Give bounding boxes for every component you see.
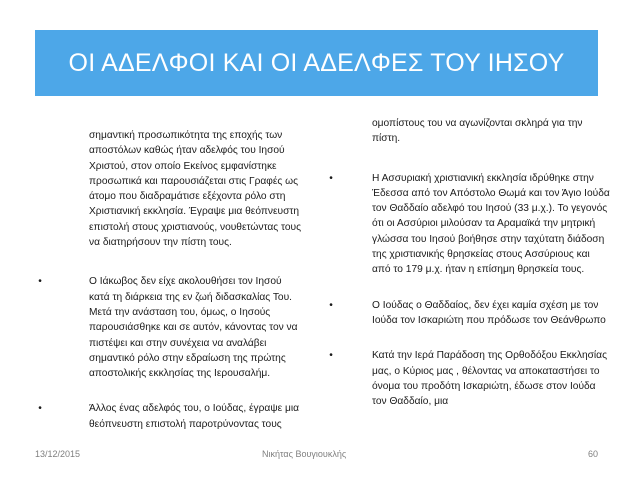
paragraph-text: Άλλος ένας αδελφός του, ο Ιούδας, έγραψε μια θεόπνευστη επιστολή παροτρύνοντας τους — [89, 403, 299, 430]
paragraph — [35, 401, 305, 432]
paragraph-text: Ο Ιούδας ο Θαδδαίος, δεν έχει καμία σχέση με τον Ιούδα τον Ισκαριώτη που πρόδωσε τον Θεάνθρωπο — [372, 299, 606, 326]
bullet: • — [329, 299, 333, 311]
paragraph-text: Ο Ιάκωβος δεν είχε ακολουθήσει τον Ιησού κατά τη διάρκεια της εν ζωή διδασκαλίας Του. Μετά την ανάσταση του, όμως, ο Ιησούς παρουσιάσθηκε και σε αυτόν, κάνοντας τον να πιστέψει και στην συνέχεια να αναλάβει σημαντικό ρόλο στην εδραίωση της πρώτης αποστολικής εκκλησίας της Ιερουσαλήμ. — [89, 276, 298, 380]
paragraph — [35, 128, 305, 250]
paragraph — [326, 348, 610, 409]
paragraph — [326, 171, 610, 278]
footer-date: 13/12/2015 — [35, 449, 81, 459]
left-column — [35, 128, 305, 452]
right-column — [326, 116, 610, 429]
bullet: • — [38, 276, 42, 288]
bullet: • — [38, 403, 42, 415]
paragraph-text: σημαντική προσωπικότητα της εποχής των αποστόλων καθώς ήταν αδελφός του Ιησού Χριστού, στον οποίο Εκείνος εμφανίστηκε προσωπικά και παρουσιάζεται στις Γραφές ως άτομο που διαδραμάτισε εξέχοντα ρόλο στη Χριστιανική εκκλησία. Έγραψε μια θεόπνευστη επιστολή στους χριστιανούς, νουθετώντας τους να διατηρήσουν την πίστη τους. — [89, 130, 301, 249]
paragraph — [326, 116, 610, 147]
footer-author: Νικήτας Βουγιουκλής — [262, 449, 347, 459]
paragraph-text: Κατά την Ιερά Παράδοση της Ορθοδόξου Εκκλησίας μας, ο Κύριος μας , θέλοντας να αποκαταστήσει το όνομα του προδότη Ισκαριώτη, έδωσε στον Ιούδα τον Θαδδαίο, μια — [372, 350, 607, 408]
slide-title: ΟΙ ΑΔΕΛΦΟΙ ΚΑΙ ΟΙ ΑΔΕΛΦΕΣ ΤΟΥ ΙΗΣΟΥ — [68, 48, 565, 77]
paragraph-text: ομοπίστους του να αγωνίζονται σκληρά για την πίστη. — [372, 118, 583, 145]
paragraph — [35, 274, 305, 381]
bullet: • — [329, 350, 333, 362]
paragraph-text: Η Ασσυριακή χριστιανική εκκλησία ιδρύθηκε στην Έδεσσα από τον Απόστολο Θωμά και τον Άγιο Ιούδα τον Θαδδαίο αδελφό του Ιησού (33 μ.χ.). Το γεγονός ότι οι Ασσύριοι μιλούσαν τα Αραμαϊκά την μητρική γλώσσα του Ιησού βοήθησε στην ταχύτατη διάδοση της χριστιανικής θρησκείας στους Ασσύριους και από το 179 μ.χ. ήταν η επίσημη θρησκεία τους. — [372, 172, 610, 276]
paragraph — [326, 298, 610, 329]
bullet: • — [329, 172, 333, 184]
title-banner — [35, 30, 598, 96]
footer-page-number: 60 — [588, 449, 599, 459]
